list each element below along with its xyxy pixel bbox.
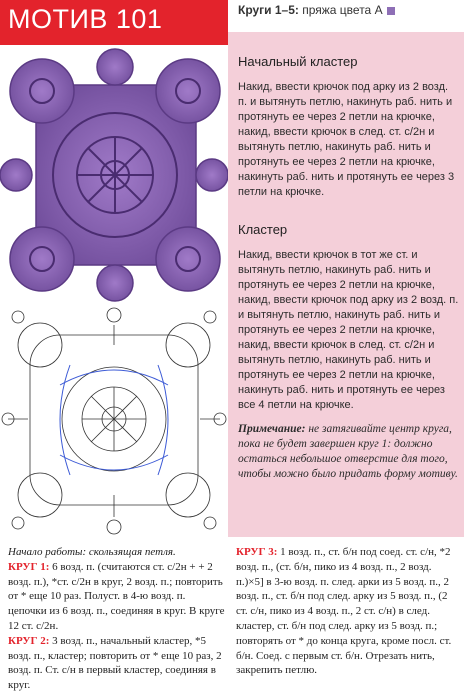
note-text — [238, 422, 460, 482]
instructions-panel — [228, 32, 464, 537]
yarn-color-swatch — [387, 7, 395, 15]
note-body: не затягивайте центр круга, пока не будет завершен круг 1: должно остаться небольшое отверстие для того, чтобы можно было придать форму мотиву. — [238, 423, 458, 480]
page-title: МОТИВ 101 — [8, 4, 163, 34]
round-text: 1 возд. п., ст. б/н под соед. ст. с/н, *2 возд. п., (ст. б/н, пико из 4 возд. п., 2 возд. п.)×5] в 3-ю возд. п. след. арки из 5 возд. п., 2 возд. п., ст. б/н под след. арку из 5 возд. п., (2 ст. с/н, пико из 4 возд. п., 2 ст. с/н) в след. кластер, ст. б/н под след. арку из 5 возд. п.; повторять от * до конца круга, кроме посл. ст. б/н. Соед. с первым ст. б/н. Отрезать нить, закрепить петлю. — [236, 546, 452, 677]
yarn-header — [238, 3, 395, 17]
round-text: 6 возд. п. (считаются ст. с/2н + + 2 возд. п.), *ст. с/2н в круг, 2 возд. п.; повторить от * еще 10 раз. Полуст. в 4-ю возд. п. цепочки из 6 возд. п., соединяя в круг. В круге 12 ст. с/2н. — [8, 560, 225, 632]
crochet-motif-image — [0, 45, 228, 305]
stitch-chart — [0, 305, 228, 537]
section-heading: Кластер — [238, 222, 288, 237]
note-label: Примечание: — [238, 423, 306, 435]
section-text: Накид, ввести крючок под арку из 2 возд. п. и вытянуть петлю, накинуть раб. нить и протянуть ее через 2 петли на крючке, накид, ввести крючок в след. ст. с/2н и вытянуть петлю, накинуть раб. нить и протянуть ее через 2 петли на крючке, накинуть раб. нить и протянуть ее через 3 петли на крючке. — [238, 81, 455, 198]
round-label: КРУГ 3: — [236, 546, 278, 558]
rounds-label: Круги 1–5: — [238, 3, 299, 17]
round-paragraph — [8, 560, 226, 634]
section-heading: Начальный кластер — [238, 54, 358, 69]
yarn-label: пряжа цвета А — [298, 3, 383, 17]
title-banner — [0, 0, 228, 45]
motif-photo — [0, 45, 228, 305]
round-paragraph — [236, 545, 458, 678]
round-paragraph — [8, 634, 226, 693]
rounds-section — [0, 537, 464, 700]
rounds-left-column — [8, 545, 226, 693]
section-text: Накид, ввести крючок в тот же ст. и вытянуть петлю, накинуть раб. нить и протянуть ее через 2 петли на крючке, накид, ввести крючок под арку из 2 возд. п. и вытянуть петлю, накинуть раб. нить и протянуть ее через 2 петли на крючке, накид, ввести крючок в след. ст. с/2н и вытянуть петлю, накинуть раб. нить и протянуть ее через 2 петли на крючке, накинуть раб. нить и протянуть ее через все 4 петли на крючке. — [238, 249, 459, 411]
start-instruction: Начало работы: скользящая петля. — [8, 546, 176, 558]
instructions-column — [228, 0, 464, 537]
round-text: 3 возд. п., начальный кластер, *5 возд. п., кластер; повторить от * еще 10 раз, 2 возд. п. Ст. с/н в первый кластер, соединяя в круг. — [8, 634, 222, 692]
crochet-diagram — [0, 305, 228, 537]
round-label: КРУГ 2: — [8, 634, 50, 647]
round-label: КРУГ 1: — [8, 560, 50, 573]
rounds-right-column — [236, 545, 458, 678]
